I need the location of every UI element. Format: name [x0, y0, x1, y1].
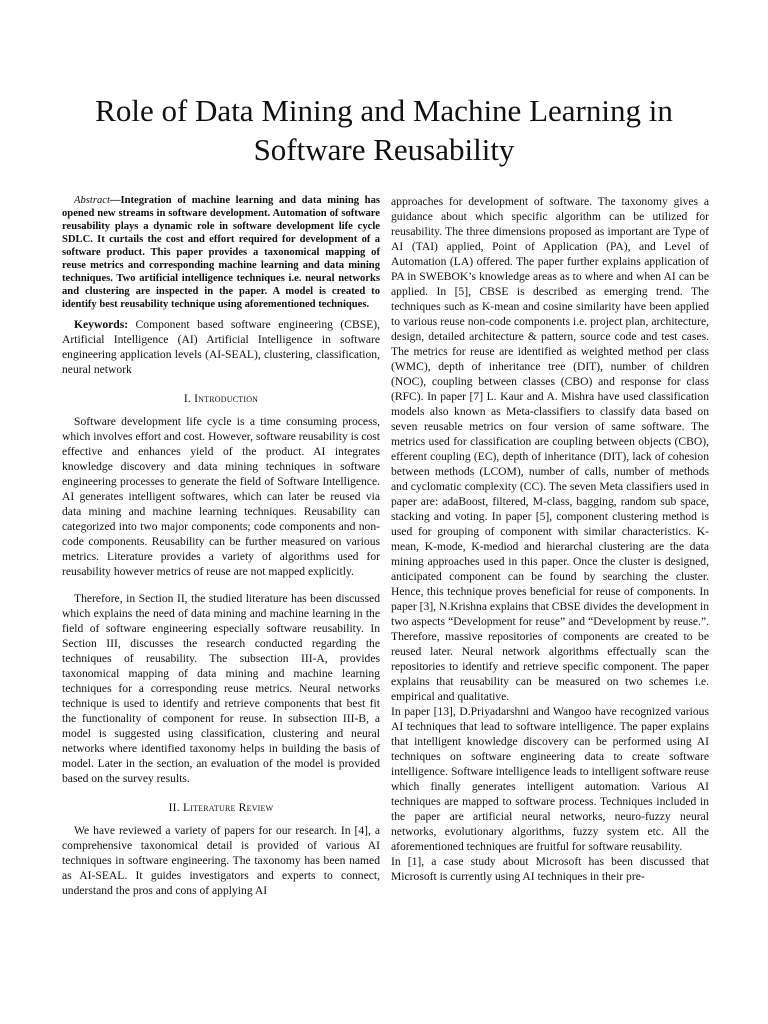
literature-paragraph-1: We have reviewed a variety of papers for our research. In [4], a comprehensive taxonomical detail is provided of various AI techniques in software engineering. The taxonomy has been named as AI-SEAL. It guides investigators and experts to connect, understand the pros and cons of applying AI: [62, 824, 380, 897]
right-paragraph-1: approaches for development of software. The taxonomy gives a guidance about which specific algorithm can be utilized for reusability. The three dimensions proposed as important are Type of AI (TAI) applied, Point of Application (PA), and Level of Automation (LA) offered. The paper further explains application of PA in SWEBOK’s knowledge areas as to where and when AI can be applied. In [5], CBSE is described as emerging trend. The techniques such as K-mean and cosine similarity have been applied to various reuse non-code components i.e. project plan, architecture, design, detailed architecture & pattern, source code and test cases. The metrics for reuse are identified as weighted method per class (WMC), depth of inheritance tree (DIT), number of children (NOC), coupling between classes (CBO) and response for class (RFC). In paper [7] L. Kaur and A. Mishra have used classification models also known as Meta-classifiers to classify data based on seven reusable metrics on four version of same software. The metrics used for classification are coupling between objects (CBO), efferent coupling (EC), depth of inheritance (DIT), lack of cohesion between methods (LCOM), number of calls, number of methods and cyclomatic complexity (CC). The seven Meta classifiers used in paper are: adaBoost, filtered, M-class, bagging, random sub space, stacking and voting. In paper [5], component clustering method is used for grouping of component with similar characteristics. K-mean, K-mode, K-mediod and hierarchal clustering are the data mining approaches used in this paper. Once the cluster is designed, anticipated component can be found by searching the cluster. Hence, this technique proves beneficial for reuse of components. In paper [3], N.Krishna explains that CBSE divides the development in two aspects “Development for reuse” and “Development by reuse.”. Therefore, massive repositories of components are created to be reused later. Neural network algorithms effectually scan the repositories to identify and retrieve specific component. The paper explains that reusability can be measured on two schemes i.e. empirical and qualitative.: [391, 195, 709, 703]
left-column: [62, 194, 380, 898]
right-paragraph-3: In [1], a case study about Microsoft has been discussed that Microsoft is currently using AI techniques in their pre-: [391, 855, 709, 883]
abstract: [62, 194, 380, 311]
keywords: [62, 317, 380, 377]
keywords-label: Keywords:: [74, 318, 129, 331]
abstract-label: Abstract: [74, 195, 110, 206]
intro-paragraph-1: Software development life cycle is a time consuming process, which involves effort and cost. However, software reusability is cost effective and enhances yield of the product. AI integrates knowledge discovery and data mining techniques in software engineering processes to generate the field of Software Intelligence. AI generates intelligent softwares, which can later be reused via data mining and machine learning techniques. Reusability can categorized into two major components; code components and non-code components. Reusability can be further measured on various metrics. Literature provides a variety of algorithms used for reusability however metrics of reuse are not mapped explicitly.: [62, 415, 380, 578]
section-heading-literature-review: II. Literature Review: [168, 801, 274, 814]
right-paragraph-2: In paper [13], D.Priyadarshni and Wangoo have recognized various AI techniques that lead to software intelligence. The paper explains that intelligent knowledge discovery can be performed using AI techniques on software engineering data to create software intelligence. Software intelligence leads to intelligent software reuse which finally generates intelligent automation. Various AI techniques are mapped to software process. Techniques included in the paper are artificial neural networks, neuro-fuzzy neural networks, evolutionary algorithms, fuzzy system etc. All the aforementioned techniques are fruitful for software reusability.: [391, 705, 709, 853]
paper-title: Role of Data Mining and Machine Learning in Software Reusability: [95, 92, 673, 167]
right-column: [391, 194, 709, 884]
section-heading-introduction: I. Introduction: [183, 392, 259, 405]
abstract-text: —Integration of machine learning and data mining has opened new streams in software development. Automation of software reusability plays a dynamic role in software development life cycle SDLC. It curtails the cost and effort required for development of a software product. This paper provides a taxonomical mapping of reuse metrics and corresponding machine learning and data mining techniques. Two artificial intelligence techniques i.e. neural networks and clustering are inspected in the paper. A model is created to identify best reusability technique using aforementioned techniques.: [62, 195, 380, 310]
keywords-text: Component based software engineering (CBSE), Artificial Intelligence (AI) Artificial Intelligence in software engineering application levels (AI-SEAL), clustering, classification, neural network: [62, 318, 380, 376]
intro-paragraph-2: Therefore, in Section II, the studied literature has been discussed which explains the need of data mining and machine learning in the field of software engineering especially software reusability. In Section III, discusses the research conducted regarding the techniques of reusability. The subsection III-A, provides taxonomical mapping of data mining and machine learning techniques for a corresponding reuse metrics. Neural networks technique is used to identify and retrieve components that best fit the functionality of component for reuse. In subsection III-B, a model is suggested using classification, clustering and neural networks where identified taxonomy helps in building the basis of model. Later in the section, an evaluation of the model is provided based on the survey results.: [62, 592, 380, 785]
